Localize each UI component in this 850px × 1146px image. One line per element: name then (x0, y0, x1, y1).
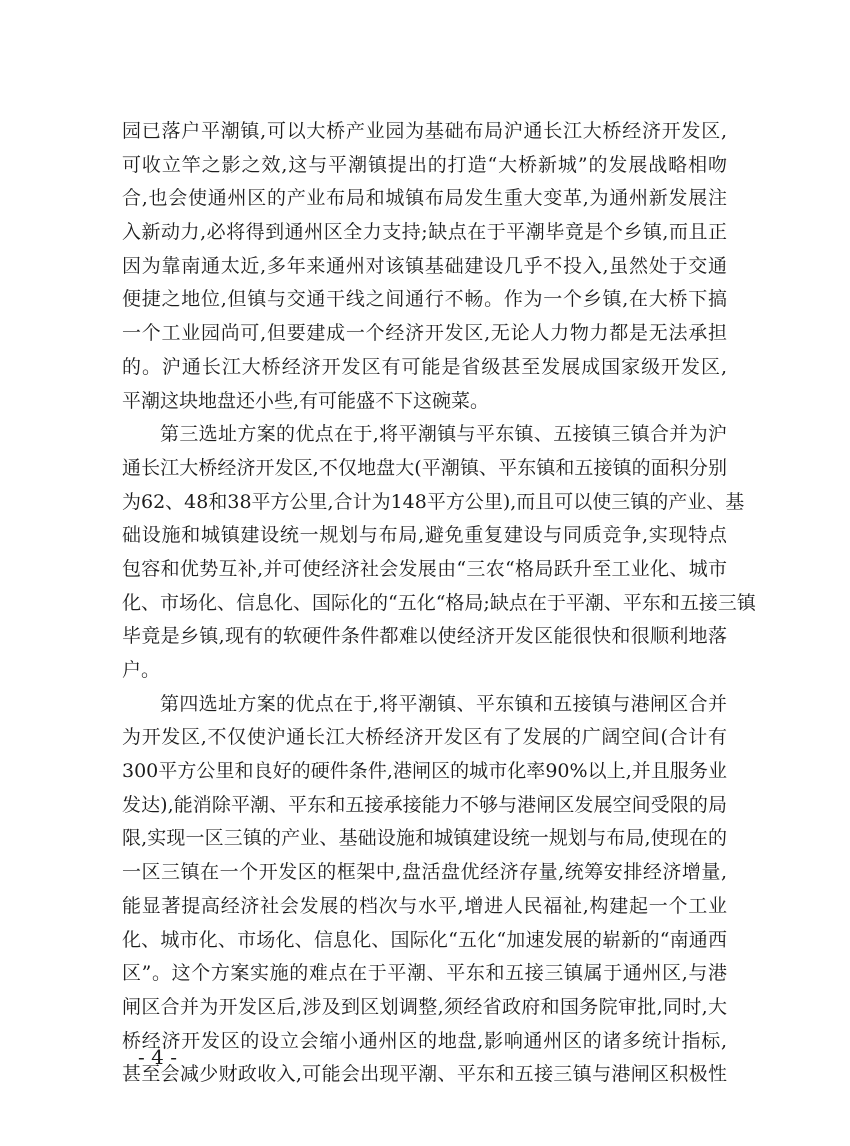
text-line: 发达),能消除平潮、平东和五接承接能力不够与港闸区发展空间受限的局 (122, 793, 727, 816)
text-line: 的。沪通长江大桥经济开发区有可能是省级甚至发展成国家级开发区, (122, 355, 727, 378)
text-line: 毕竟是乡镇,现有的软硬件条件都难以使经济开发区能很快和很顺利地落 (122, 625, 727, 648)
text-line: 平潮这块地盘还小些,有可能盛不下这碗菜。 (122, 389, 490, 412)
text-line: 础设施和城镇建设统一规划与布局,避免重复建设与同质竞争,实现特点 (122, 524, 727, 547)
text-line: 一个工业园尚可,但要建成一个经济开发区,无论人力物力都是无法承担 (122, 322, 727, 345)
text-line: 包容和优势互补,并可使经济社会发展由“三农“格局跃升至工业化、城市 (122, 557, 727, 580)
text-line: 因为靠南通太近,多年来通州对该镇基础建设几乎不投入,虽然处于交通 (122, 254, 727, 277)
text-line: 为开发区,不仅使沪通长江大桥经济开发区有了发展的广阔空间(合计有 (122, 726, 727, 749)
text-line: 第四选址方案的优点在于,将平潮镇、平东镇和五接镇与港闸区合并 (160, 692, 727, 715)
text-line: 合,也会使通州区的产业布局和城镇布局发生重大变革,为通州新发展注 (122, 187, 727, 210)
text-line: 通长江大桥经济开发区,不仅地盘大(平潮镇、平东镇和五接镇的面积分别 (122, 456, 727, 479)
text-line: 区”。这个方案实施的难点在于平潮、平东和五接三镇属于通州区,与港 (122, 962, 727, 985)
text-line: 为62、48和38平方公里,合计为148平方公里),而且可以使三镇的产业、基 (122, 490, 745, 513)
text-line: 可收立竿之影之效,这与平潮镇提出的打造“大桥新城”的发展战略相吻 (122, 153, 727, 176)
text-line: 入新动力,必将得到通州区全力支持;缺点在于平潮毕竟是个乡镇,而且正 (122, 221, 727, 244)
text-line: 化、市场化、信息化、国际化的“五化“格局;缺点在于平潮、平东和五接三镇 (122, 591, 756, 614)
page-number: - 4 - (138, 1045, 177, 1069)
paragraph-3 (122, 688, 727, 1092)
text-line: 便捷之地位,但镇与交通干线之间通行不畅。作为一个乡镇,在大桥下搞 (122, 288, 727, 311)
text-line: 限,实现一区三镇的产业、基础设施和城镇建设统一规划与布局,使现在的 (122, 827, 727, 850)
text-line: 户。 (122, 659, 161, 681)
text-line: 能显著提高经济社会发展的档次与水平,增进人民福祉,构建起一个工业 (122, 894, 727, 917)
text-line: 园已落户平潮镇,可以大桥产业园为基础布局沪通长江大桥经济开发区, (122, 120, 727, 142)
paragraph-2 (122, 418, 756, 688)
text-line: 闸区合并为开发区后,涉及到区划调整,须经省政府和国务院审批,同时,大 (122, 995, 727, 1018)
text-line: 300平方公里和良好的硬件条件,港闸区的城市化率90%以上,并且服务业 (122, 760, 727, 783)
body-text (122, 115, 756, 1092)
text-line: 甚至会减少财政收入,可能会出现平潮、平东和五接三镇与港闸区积极性 (122, 1063, 727, 1086)
paragraph-1 (122, 115, 727, 418)
text-line: 第三选址方案的优点在于,将平潮镇与平东镇、五接镇三镇合并为沪 (160, 423, 727, 446)
text-line: 一区三镇在一个开发区的框架中,盘活盘优经济存量,统筹安排经济增量, (122, 861, 727, 884)
text-line: 桥经济开发区的设立会缩小通州区的地盘,影响通州区的诸多统计指标, (122, 1029, 727, 1052)
text-line: 化、城市化、市场化、信息化、国际化“五化“加速发展的崭新的“南通西 (122, 928, 727, 951)
